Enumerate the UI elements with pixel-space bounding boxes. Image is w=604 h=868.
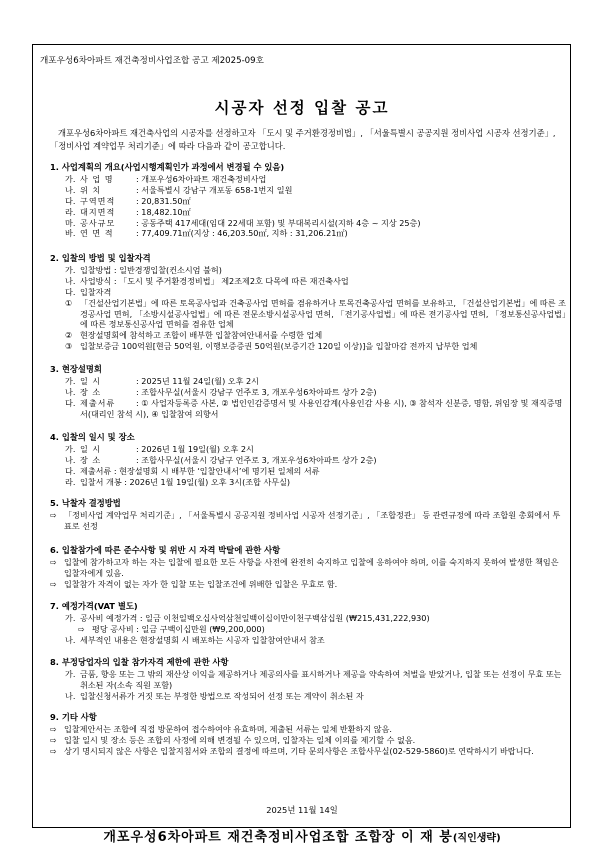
list-item: 바. 연 면 적 : 77,409.71㎡(지상 : 46,203.50㎡, 지하 : 31,206.21㎡) xyxy=(65,228,348,239)
section-other xyxy=(50,712,566,757)
arrow-icon: ⇨ xyxy=(50,745,57,756)
list-item: 나. 장 소 : 조합사무실(서울시 강남구 언주로 3, 개포우성6차아파트 상가 2층) xyxy=(65,386,377,397)
section-title: 3. 현장설명회 xyxy=(50,364,102,374)
section-site-briefing xyxy=(50,364,566,420)
list-item: ⇨ 입찰 일시 및 장소 등은 조합의 사정에 의해 변경될 수 있으며, 입찰자는 일체 이의를 제기할 수 없음. xyxy=(50,734,416,745)
notice-number: 개포우성6차아파트 재건축정비사업조합 공고 제2025-09호 xyxy=(40,56,264,66)
list-item: 나. 사업방식 : 「도시 및 주거환경정비법」 제2조제2호 다목에 따른 재건축사업 xyxy=(65,275,349,286)
list-item: ⇨ 입찰에 참가하고자 하는 자는 입찰에 필요한 모든 사항을 사전에 완전히 숙지하고 입찰에 응하여야 하며, 이를 숙지하지 못하여 발생한 책임은 입찰자에게 있음. xyxy=(50,556,559,578)
list-item: 나. 세부적인 내용은 현장설명회 시 배포하는 시공자 입찰참여안내서 참조 xyxy=(65,634,325,645)
list-item: 다. 제출서류 : ① 사업자등록증 사본, ② 법인인감증명서 및 사용인감계(사용인감 사용 시), ③ 참석자 신분증, 명함, 위임장 및 재직증명서(대리인 참석 시), ④ 입찰참여 의향서 xyxy=(65,397,563,419)
signature-text: 개포우성6차아파트 재건축정비사업조합 조합장 이 재 붕 xyxy=(103,830,453,845)
arrow-icon: ⇨ xyxy=(50,578,57,589)
list-item: ① 「건설산업기본법」에 따른 토목공사업과 건축공사업 면허를 겸유하거나 토목건축공사업 면허를 보유하고, 「건설산업기본법」에 따른 조경공사업 면허, 「소방시설공사업법」에 따른 전문소방시설공사업 면허, 「전기공사업법」에 따른 전기공사업 면허, 「정보통신공사업법」에 따른 정보통신공사업 면허를 겸유한 업체 xyxy=(65,297,566,330)
section-title: 8. 부정당업자의 입찰 참가자격 제한에 관한 사항 xyxy=(50,657,229,667)
section-title: 9. 기타 사항 xyxy=(50,712,97,722)
section-title: 1. 사업계획의 개요(사업시행계획인가 과정에서 변경될 수 있음) xyxy=(50,162,285,172)
list-item: 가. 공사비 예정가격 : 일금 이천일백오십사억삼천일백이십이만이천구백삼십원 (₩215,431,222,930) xyxy=(65,612,430,623)
list-item: ⇨ 「정비사업 계약업무 처리기준」, 「서울특별시 공공지원 정비사업 시공자 선정기준」, 「조합정관」 등 관련규정에 따라 조합원 총회에서 투표로 선정 xyxy=(50,509,561,531)
section-title: 6. 입찰참가에 따른 준수사항 및 위반 시 자격 박탈에 관한 사항 xyxy=(50,545,281,555)
section-bid-date-place xyxy=(50,432,566,488)
list-item: ⇨ 상기 명시되지 않은 사항은 입찰지침서와 조합의 결정에 따르며, 기타 문의사항은 조합사무실(02-529-5860)로 연락하시기 바랍니다. xyxy=(50,745,534,756)
signature-line xyxy=(0,826,604,845)
list-item: 마. 공사규모 : 공동주택 417세대(임대 22세대 포함) 및 부대복리시설(지하 4층 ~ 지상 25층) xyxy=(65,217,421,228)
list-item: 나. 장 소 : 조합사무실(서울시 강남구 언주로 3, 개포우성6차아파트 상가 2층) xyxy=(65,454,377,465)
section-business-overview xyxy=(50,162,566,239)
section-title: 7. 예정가격(VAT 별도) xyxy=(50,601,138,611)
list-item: 나. 위 치 : 서울특별시 강남구 개포동 658-1번지 일원 xyxy=(65,184,293,195)
list-item: 가. 일 시 : 2026년 1월 19일(월) 오후 2시 xyxy=(65,443,254,454)
section-estimated-price xyxy=(50,601,566,646)
arrow-icon: ⇨ xyxy=(78,623,85,634)
list-item: ③ 입찰보증금 100억원[현금 50억원, 이행보증증권 50억원(보증기간 120일 이상)]을 입찰마감 전까지 납부한 업체 xyxy=(65,341,478,352)
arrow-icon: ⇨ xyxy=(50,556,57,567)
list-item: 가. 일 시 : 2025년 11월 24일(월) 오후 2시 xyxy=(65,375,259,386)
list-item: 가. 금품, 향응 또는 그 밖의 재산상 이익을 제공하거나 제공의사를 표시하거나 제공을 약속하여 처벌을 받았거나, 입찰 또는 선정이 무효 또는 취소된 자(소속 직원 포함) xyxy=(65,668,562,690)
page-title: 시공자 선정 입찰 공고 xyxy=(214,99,390,117)
list-item: 다. 제출서류 : 현장설명회 시 배부한 ‘입찰안내서’에 명기된 일체의 서류 xyxy=(65,465,320,476)
seal-note: (직인생략) xyxy=(452,833,501,844)
list-item: 라. 입찰서 개봉 : 2026년 1월 19일(월) 오후 3시(조합 사무실) xyxy=(65,476,291,487)
list-item: ⇨ 입찰참가 자격이 없는 자가 한 입찰 또는 입찰조건에 위배한 입찰은 무효로 함. xyxy=(50,578,338,589)
list-item: 가. 입찰방법 : 일반경쟁입찰(컨소시엄 불허) xyxy=(65,264,222,275)
arrow-icon: ⇨ xyxy=(50,723,57,734)
list-item: 나. 입찰신청서류가 거짓 또는 부정한 방법으로 작성되어 선정 또는 계약이 취소된 자 xyxy=(65,690,364,701)
list-item: 라. 대지면적 : 18,482.10㎡ xyxy=(65,206,191,217)
section-title: 2. 입찰의 방법 및 입찰자격 xyxy=(50,253,151,263)
section-title: 5. 낙찰자 결정방법 xyxy=(50,498,121,508)
section-award-method xyxy=(50,498,566,532)
section-restrictions xyxy=(50,657,566,702)
section-compliance xyxy=(50,545,566,590)
list-item: ⇨ 평당 공사비 : 일금 구백이십만원 (₩9,200,000) xyxy=(78,623,265,634)
list-item: ② 현장설명회에 참석하고 조합이 배부한 입찰참여안내서를 수령한 업체 xyxy=(65,330,323,341)
list-item: 다. 구역면적 : 20,831.50㎡ xyxy=(65,195,191,206)
notice-date: 2025년 11월 14일 xyxy=(266,805,338,815)
list-item: 가. 사 업 명 : 개포우성6차아파트 재건축정비사업 xyxy=(65,173,267,184)
section-title: 4. 입찰의 일시 및 장소 xyxy=(50,432,135,442)
intro-paragraph: 개포우성6차아파트 재건축사업의 시공자를 선정하고자 「도시 및 주거환경정비법」, 「서울특별시 공공지원 정비사업 시공자 선정기준」, 「정비사업 계약업무 처리기준」에 따라 다음과 같이 공고합니다. xyxy=(50,128,556,151)
list-item: ⇨ 입찰제안서는 조합에 직접 방문하여 접수하여야 유효하며, 제출된 서류는 일체 반환하지 않음. xyxy=(50,723,392,734)
arrow-icon: ⇨ xyxy=(50,509,57,520)
arrow-icon: ⇨ xyxy=(50,734,57,745)
list-item: 다. 입찰자격 xyxy=(65,286,112,297)
section-bid-method xyxy=(50,253,566,352)
